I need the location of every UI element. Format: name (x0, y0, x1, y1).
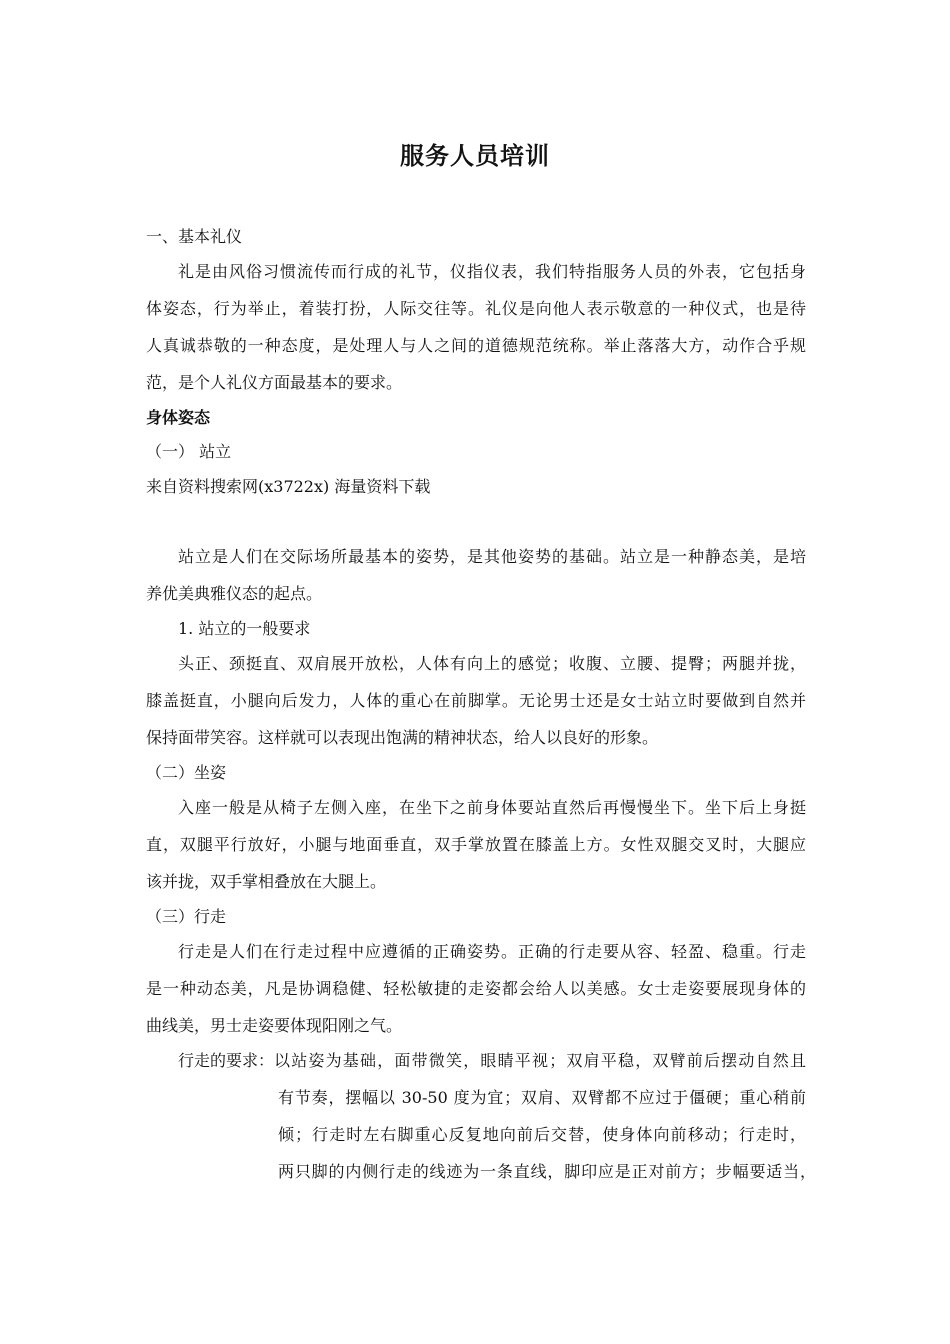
walking-requirement-label: 行走的要求： (178, 1051, 275, 1070)
paragraph-line: 两只脚的内侧行走的线迹为一条直线，脚印应是正对前方；步幅要适当， (278, 1162, 816, 1181)
paragraph-line: 行走是人们在行走过程中应遵循的正确姿势。正确的行走要从容、轻盈、稳重。行走 (178, 942, 806, 961)
paragraph-line: 倾；行走时左右脚重心反复地向前后交替，使身体向前移动；行走时， (278, 1125, 806, 1144)
paragraph-line: 礼是由风俗习惯流传而行成的礼节，仪指仪表，我们特指服务人员的外表，它包括身 (178, 262, 806, 281)
item-heading: （一） 站立 (146, 442, 232, 461)
paragraph-line: 以站姿为基础，面带微笑，眼睛平视；双肩平稳，双臂前后摆动自然且 (274, 1051, 806, 1070)
paragraph-line: 有节奏，摆幅以 30-50 度为宜；双肩、双臂都不应过于僵硬；重心稍前 (278, 1088, 806, 1107)
paragraph-line: 膝盖挺直，小腿向后发力，人体的重心在前脚掌。无论男士还是女士站立时要做到自然并 (146, 691, 806, 710)
paragraph-line: 养优美典雅仪态的起点。 (146, 584, 323, 603)
paragraph-line: 曲线美，男士走姿要体现阳刚之气。 (146, 1016, 403, 1035)
paragraph-line: 范，是个人礼仪方面最基本的要求。 (146, 373, 403, 392)
paragraph-line: 站立是人们在交际场所最基本的姿势，是其他姿势的基础。站立是一种静态美，是培 (178, 547, 806, 566)
item-heading: （二）坐姿 (146, 763, 227, 782)
paragraph-line: 该并拢，双手掌相叠放在大腿上。 (146, 872, 387, 891)
paragraph-line: 体姿态，行为举止，着装打扮，人际交往等。礼仪是向他人表示敬意的一种仪式，也是待 (146, 299, 806, 318)
paragraph-line: 保持面带笑容。这样就可以表现出饱满的精神状态，给人以良好的形象。 (146, 728, 659, 747)
paragraph-line: 人真诚恭敬的一种态度，是处理人与人之间的道德规范统称。举止落落大方，动作合乎规 (146, 336, 806, 355)
item-heading: （三）行走 (146, 907, 227, 926)
document-title: 服务人员培训 (400, 141, 550, 170)
section-heading: 一、基本礼仪 (146, 227, 243, 246)
paragraph-line: 是一种动态美，凡是协调稳健、轻松敏捷的走姿都会给人以美感。女士走姿要展现身体的 (146, 979, 806, 998)
subsection-heading: 身体姿态 (146, 408, 211, 427)
paragraph-line: 头正、颈挺直、双肩展开放松，人体有向上的感觉；收腹、立腰、提臀；两腿并拢， (178, 654, 806, 673)
paragraph-line: 入座一般是从椅子左侧入座，在坐下之前身体要站直然后再慢慢坐下。坐下后上身挺 (178, 798, 806, 817)
source-note: 来自资料搜索网(x3722x) 海量资料下载 (146, 477, 431, 496)
paragraph-line: 直，双腿平行放好，小腿与地面垂直，双手掌放置在膝盖上方。女性双腿交叉时，大腿应 (146, 835, 806, 854)
item-subheading: 1. 站立的一般要求 (178, 619, 311, 638)
